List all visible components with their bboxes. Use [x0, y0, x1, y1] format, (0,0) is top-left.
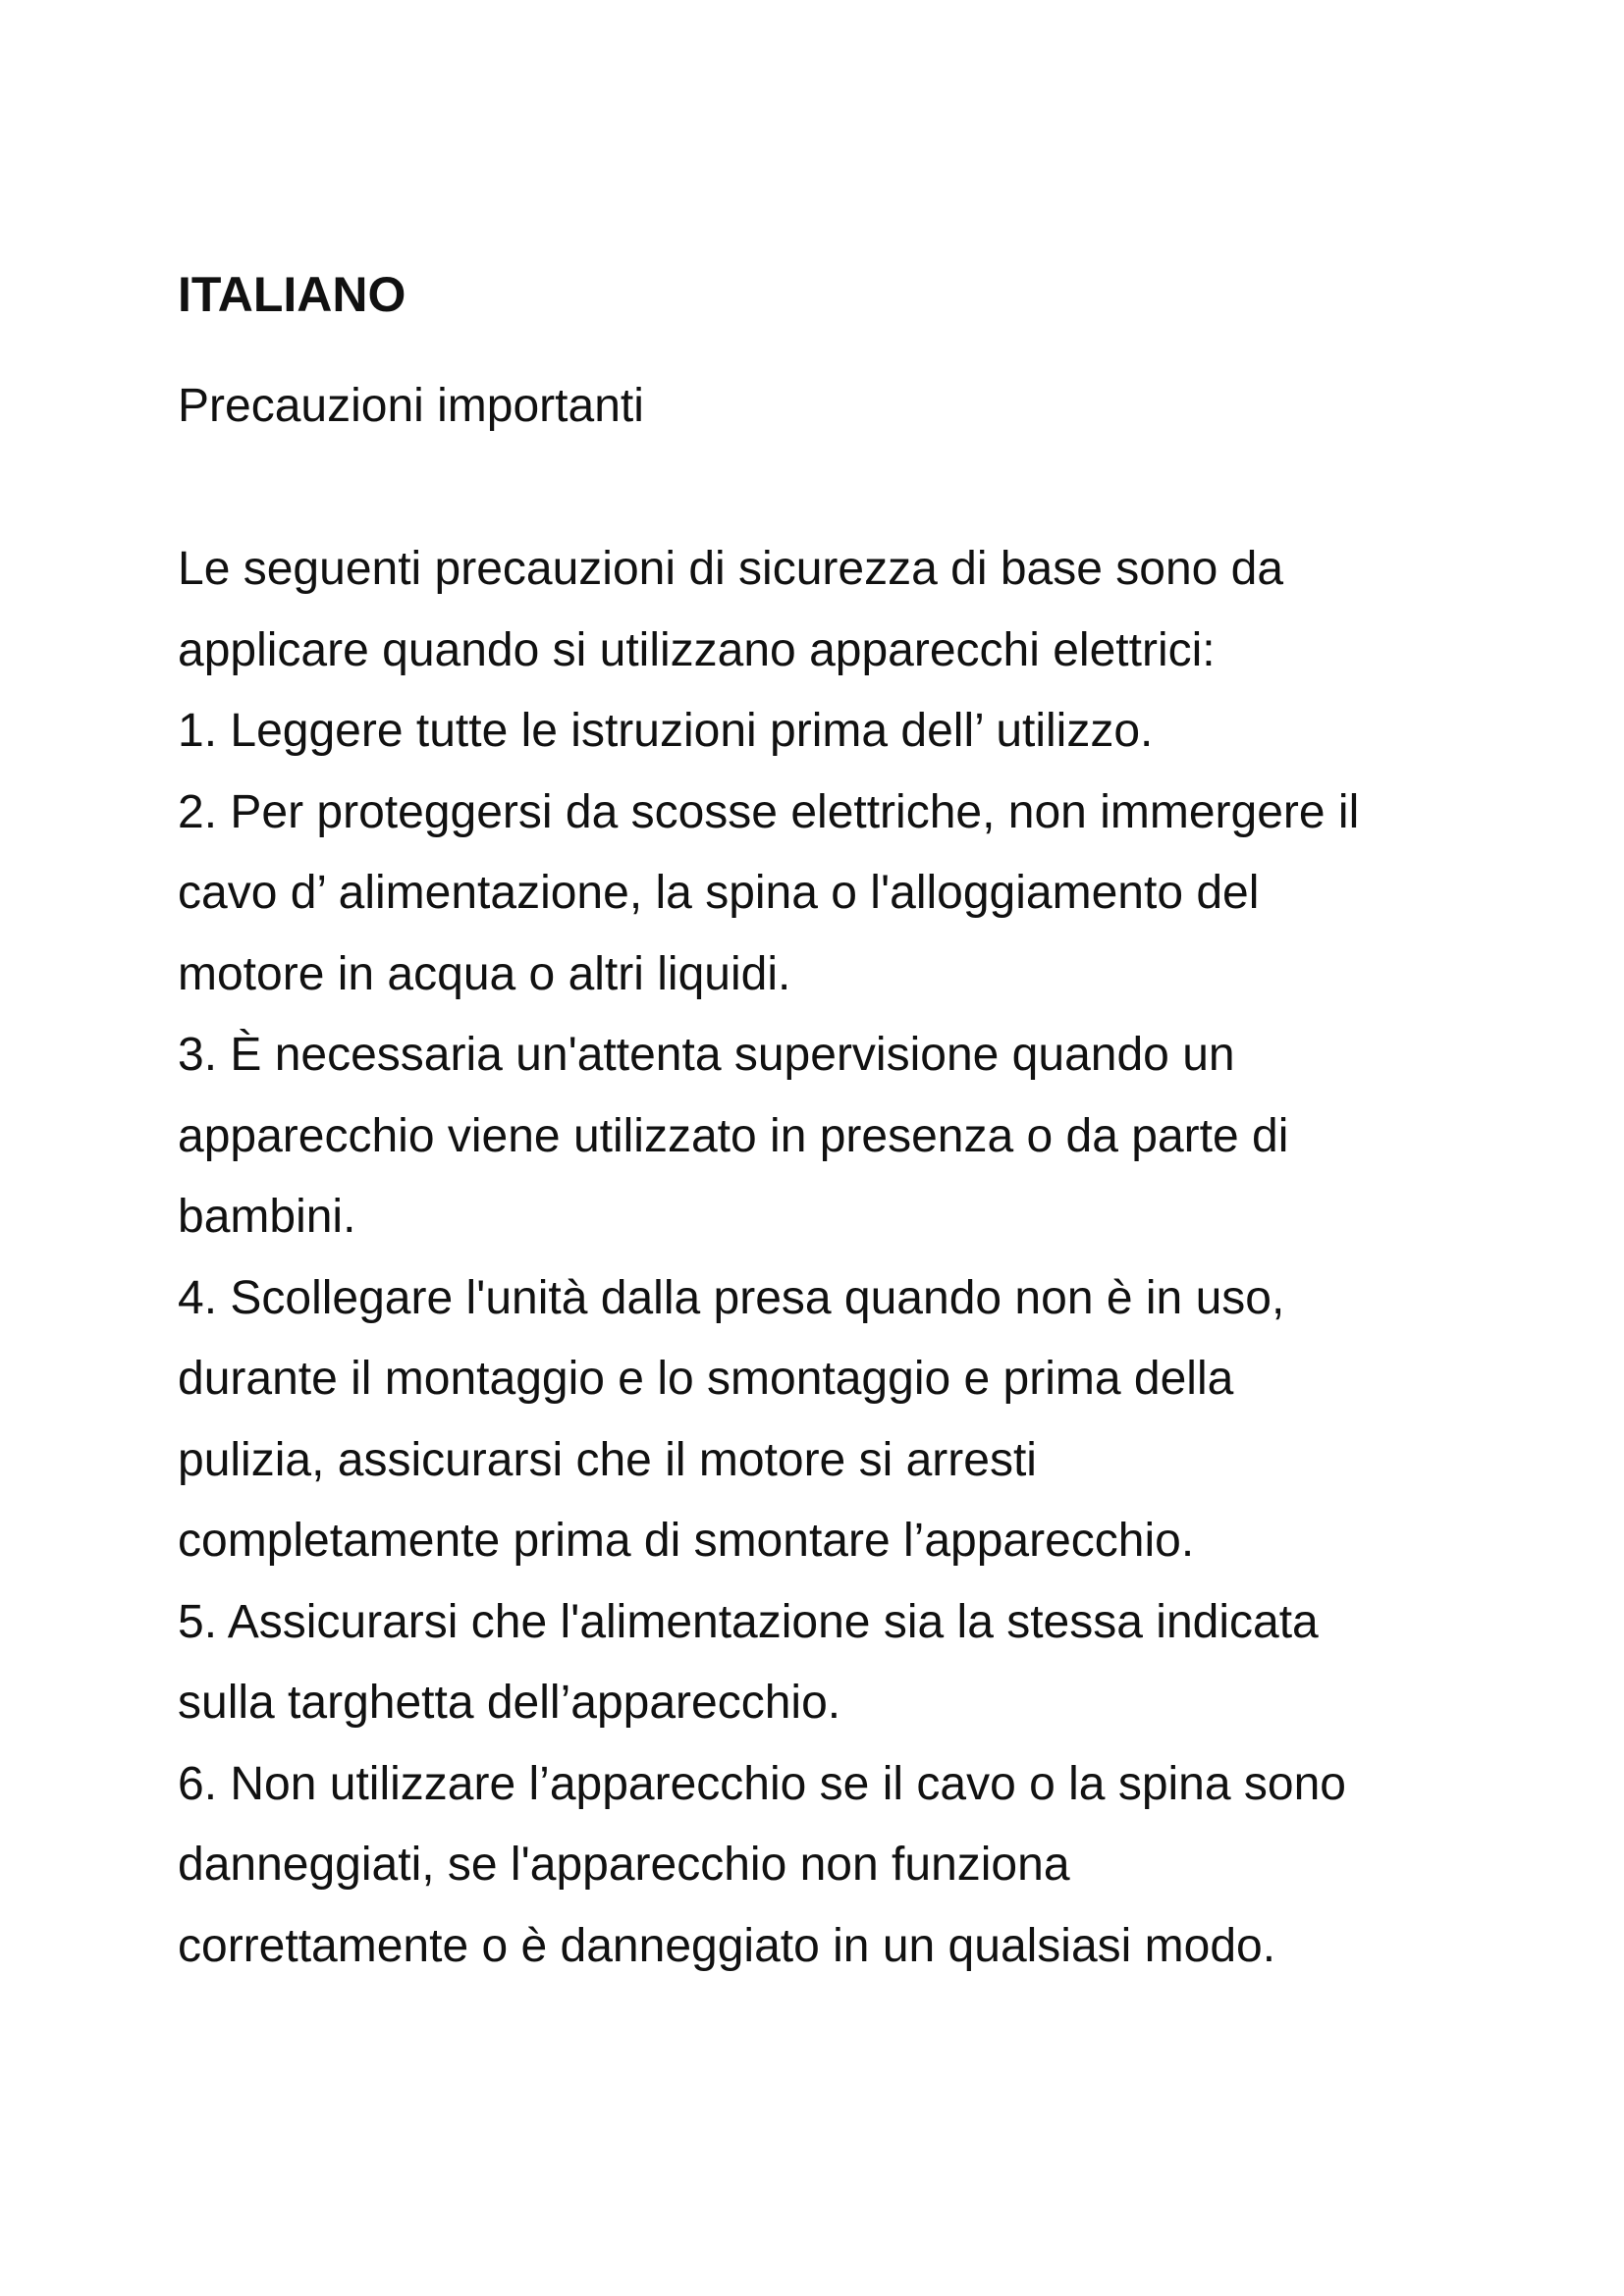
body-line: pulizia, assicurarsi che il motore si arresti	[178, 1433, 1037, 1486]
body-line: 2. Per proteggersi da scosse elettriche, non immergere il	[178, 785, 1360, 838]
body-line: 5. Assicurarsi che l'alimentazione sia la stessa indicata	[178, 1595, 1319, 1648]
body-line: sulla targhetta dell’apparecchio.	[178, 1677, 841, 1729]
body-line: 1. Leggere tutte le istruzioni prima dell’ utilizzo.	[178, 705, 1154, 757]
body-line: 6. Non utilizzare l’apparecchio se il cavo o la spina sono	[178, 1757, 1346, 1810]
document-body	[178, 529, 1552, 1987]
body-line: Le seguenti precauzioni di sicurezza di base sono da	[178, 543, 1284, 595]
document-content	[178, 265, 1552, 1987]
body-line: applicare quando si utilizzano apparecchi elettrici:	[178, 623, 1216, 676]
body-line: correttamente o è danneggiato in un qualsiasi modo.	[178, 1919, 1276, 1972]
body-line: bambini.	[178, 1191, 356, 1243]
body-line: apparecchio viene utilizzato in presenza o da parte di	[178, 1109, 1289, 1162]
body-line: completamente prima di smontare l’apparecchio.	[178, 1515, 1195, 1567]
body-line: motore in acqua o altri liquidi.	[178, 947, 791, 1000]
body-line: cavo d’ alimentazione, la spina o l'alloggiamento del	[178, 867, 1260, 919]
document-heading: ITALIANO	[178, 267, 406, 322]
body-line: 4. Scollegare l'unità dalla presa quando non è in uso,	[178, 1271, 1285, 1324]
body-line: durante il montaggio e lo smontaggio e prima della	[178, 1353, 1234, 1405]
document-subheading: Precauzioni importanti	[178, 380, 644, 432]
body-line: 3. È necessaria un'attenta supervisione quando un	[178, 1029, 1235, 1081]
body-line: danneggiati, se l'apparecchio non funziona	[178, 1839, 1070, 1891]
